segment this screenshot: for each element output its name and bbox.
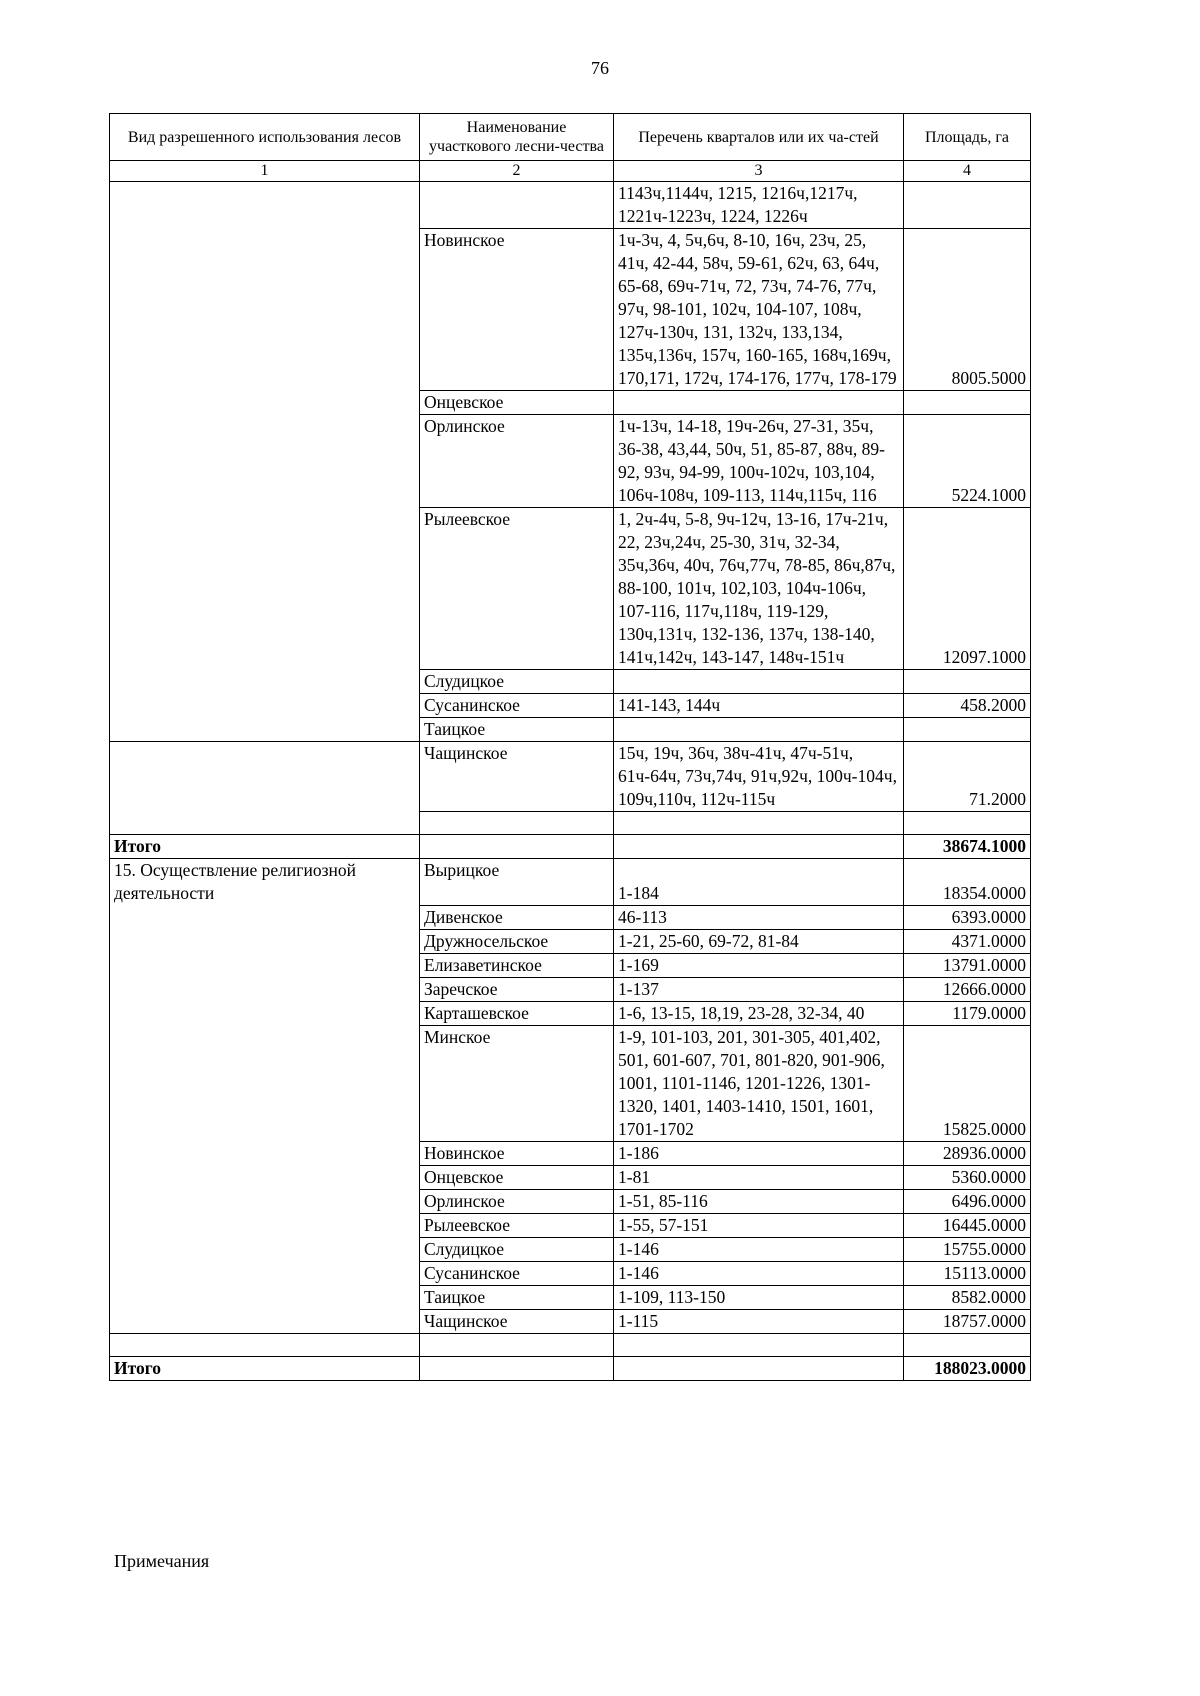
table-row bbox=[110, 182, 1031, 229]
spacer-row bbox=[110, 1334, 1031, 1357]
table-row bbox=[110, 742, 1031, 812]
quarters-list: 1-51, 85-116 bbox=[614, 1190, 904, 1214]
column-number-row bbox=[110, 161, 1031, 182]
area-value: 8582.0000 bbox=[904, 1286, 1031, 1310]
quarters-list: 141-143, 144ч bbox=[614, 694, 904, 718]
forestry-name: Сусанинское bbox=[420, 694, 614, 718]
quarters-list: 1-146 bbox=[614, 1262, 904, 1286]
total-label: Итого bbox=[110, 835, 420, 859]
quarters-list: 1-146 bbox=[614, 1238, 904, 1262]
notes-heading: Примечания bbox=[114, 1551, 210, 1571]
use-type-title: 15. Осуществление религиозной деятельности bbox=[110, 859, 420, 1334]
area-value: 15113.0000 bbox=[904, 1262, 1031, 1286]
forestry-name: Таицкое bbox=[420, 1286, 614, 1310]
area-value: 6393.0000 bbox=[904, 906, 1031, 930]
area-value: 5360.0000 bbox=[904, 1166, 1031, 1190]
total-area: 38674.1000 bbox=[904, 835, 1031, 859]
quarters-list: 1-81 bbox=[614, 1166, 904, 1190]
area-value: 12097.1000 bbox=[904, 508, 1031, 670]
header-area: Площадь, га bbox=[904, 114, 1031, 161]
total-label: Итого bbox=[110, 1357, 420, 1381]
quarters-list bbox=[614, 391, 904, 415]
quarters-list: 1-115 bbox=[614, 1310, 904, 1334]
forestry-name: Онцевское bbox=[420, 391, 614, 415]
forestry-name: Онцевское bbox=[420, 1166, 614, 1190]
quarters-list: 1ч-3ч, 4, 5ч,6ч, 8-10, 16ч, 23ч, 25, 41ч, 42-44, 58ч, 59-61, 62ч, 63, 64ч, 65-68, 69ч-71ч, 72, 73ч, 74-76, 77ч, 97ч, 98-101, 102ч, 104-107, 108ч, 127ч-130ч, 131, 132ч, 133,134, 135ч,136ч, 157ч, 160-165, 168ч,169ч, 170,171, 172ч, 174-176, 177ч, 178-179 bbox=[614, 229, 904, 391]
area-value: 15755.0000 bbox=[904, 1238, 1031, 1262]
quarters-list: 1-169 bbox=[614, 954, 904, 978]
quarters-list: 1ч-13ч, 14-18, 19ч-26ч, 27-31, 35ч, 36-38, 43,44, 50ч, 51, 85-87, 88ч, 89-92, 93ч, 94-99, 100ч-102ч, 103,104, 106ч-108ч, 109-113, 114ч,115ч, 116 bbox=[614, 415, 904, 508]
area-value: 5224.1000 bbox=[904, 415, 1031, 508]
use-type-cell bbox=[110, 742, 420, 812]
forestry-name: Елизаветинское bbox=[420, 954, 614, 978]
use-type-cell bbox=[110, 182, 420, 742]
area-value: 13791.0000 bbox=[904, 954, 1031, 978]
forestry-name: Таицкое bbox=[420, 718, 614, 742]
forestry-name: Слудицкое bbox=[420, 670, 614, 694]
forestry-name: Заречское bbox=[420, 978, 614, 1002]
quarters-list: 1-186 bbox=[614, 1142, 904, 1166]
quarters-list: 1-137 bbox=[614, 978, 904, 1002]
column-number: 2 bbox=[420, 161, 614, 182]
quarters-list: 1143ч,1144ч, 1215, 1216ч,1217ч, 1221ч-1223ч, 1224, 1226ч bbox=[614, 182, 904, 229]
header-use-type: Вид разрешенного использования лесов bbox=[110, 114, 420, 161]
area-value bbox=[904, 718, 1031, 742]
area-value: 12666.0000 bbox=[904, 978, 1031, 1002]
forestry-name: Орлинское bbox=[420, 1190, 614, 1214]
spacer-row bbox=[110, 812, 1031, 835]
forestry-name: Слудицкое bbox=[420, 1238, 614, 1262]
total-row bbox=[110, 835, 1031, 859]
area-value: 6496.0000 bbox=[904, 1190, 1031, 1214]
quarters-list: 1, 2ч-4ч, 5-8, 9ч-12ч, 13-16, 17ч-21ч, 22, 23ч,24ч, 25-30, 31ч, 32-34, 35ч,36ч, 40ч, 76ч,77ч, 78-85, 86ч,87ч, 88-100, 101ч, 102,103, 104ч-106ч, 107-116, 117ч,118ч, 119-129, 130ч,131ч, 132-136, 137ч, 138-140, 141ч,142ч, 143-147, 148ч-151ч bbox=[614, 508, 904, 670]
forestry-name: Рылеевское bbox=[420, 508, 614, 670]
forestry-name: Новинское bbox=[420, 229, 614, 391]
forestry-name: Новинское bbox=[420, 1142, 614, 1166]
column-number: 4 bbox=[904, 161, 1031, 182]
area-value: 4371.0000 bbox=[904, 930, 1031, 954]
area-value: 28936.0000 bbox=[904, 1142, 1031, 1166]
quarters-list: 1-9, 101-103, 201, 301-305, 401,402, 501, 601-607, 701, 801-820, 901-906, 1001, 1101-1146, 1201-1226, 1301-1320, 1401, 1403-1410, 1501, 1601, 1701-1702 bbox=[614, 1026, 904, 1142]
quarters-list bbox=[614, 718, 904, 742]
quarters-list: 15ч, 19ч, 36ч, 38ч-41ч, 47ч-51ч, 61ч-64ч, 73ч,74ч, 91ч,92ч, 100ч-104ч, 109ч,110ч, 112ч-115ч bbox=[614, 742, 904, 812]
column-number: 3 bbox=[614, 161, 904, 182]
quarters-list: 1-55, 57-151 bbox=[614, 1214, 904, 1238]
area-value: 15825.0000 bbox=[904, 1026, 1031, 1142]
total-row bbox=[110, 1357, 1031, 1381]
area-value: 16445.0000 bbox=[904, 1214, 1031, 1238]
page-number: 76 bbox=[591, 58, 609, 78]
quarters-list: 46-113 bbox=[614, 906, 904, 930]
area-value: 18757.0000 bbox=[904, 1310, 1031, 1334]
forestry-name: Сусанинское bbox=[420, 1262, 614, 1286]
area-value bbox=[904, 670, 1031, 694]
area-value: 71.2000 bbox=[904, 742, 1031, 812]
quarters-list: 1-109, 113-150 bbox=[614, 1286, 904, 1310]
header-forestry-name: Наименование участкового лесни-чества bbox=[420, 114, 614, 161]
header-quarters: Перечень кварталов или их ча-стей bbox=[614, 114, 904, 161]
column-number: 1 bbox=[110, 161, 420, 182]
area-value: 458.2000 bbox=[904, 694, 1031, 718]
forestry-name: Дружносельское bbox=[420, 930, 614, 954]
forestry-name: Карташевское bbox=[420, 1002, 614, 1026]
forestry-name: Вырицкое bbox=[420, 859, 614, 906]
area-value bbox=[904, 391, 1031, 415]
table-row bbox=[110, 859, 1031, 906]
area-value: 18354.0000 bbox=[904, 859, 1031, 906]
forestry-name bbox=[420, 182, 614, 229]
header-row bbox=[110, 114, 1031, 161]
forestry-name: Орлинское bbox=[420, 415, 614, 508]
area-value: 1179.0000 bbox=[904, 1002, 1031, 1026]
area-value: 8005.5000 bbox=[904, 229, 1031, 391]
forestry-name: Чащинское bbox=[420, 742, 614, 812]
forestry-name: Минское bbox=[420, 1026, 614, 1142]
forest-use-table bbox=[109, 113, 1031, 1381]
quarters-list: 1-184 bbox=[614, 859, 904, 906]
total-area: 188023.0000 bbox=[904, 1357, 1031, 1381]
quarters-list: 1-21, 25-60, 69-72, 81-84 bbox=[614, 930, 904, 954]
quarters-list bbox=[614, 670, 904, 694]
quarters-list: 1-6, 13-15, 18,19, 23-28, 32-34, 40 bbox=[614, 1002, 904, 1026]
forestry-name: Дивенское bbox=[420, 906, 614, 930]
area-value bbox=[904, 182, 1031, 229]
forestry-name: Рылеевское bbox=[420, 1214, 614, 1238]
forestry-name: Чащинское bbox=[420, 1310, 614, 1334]
